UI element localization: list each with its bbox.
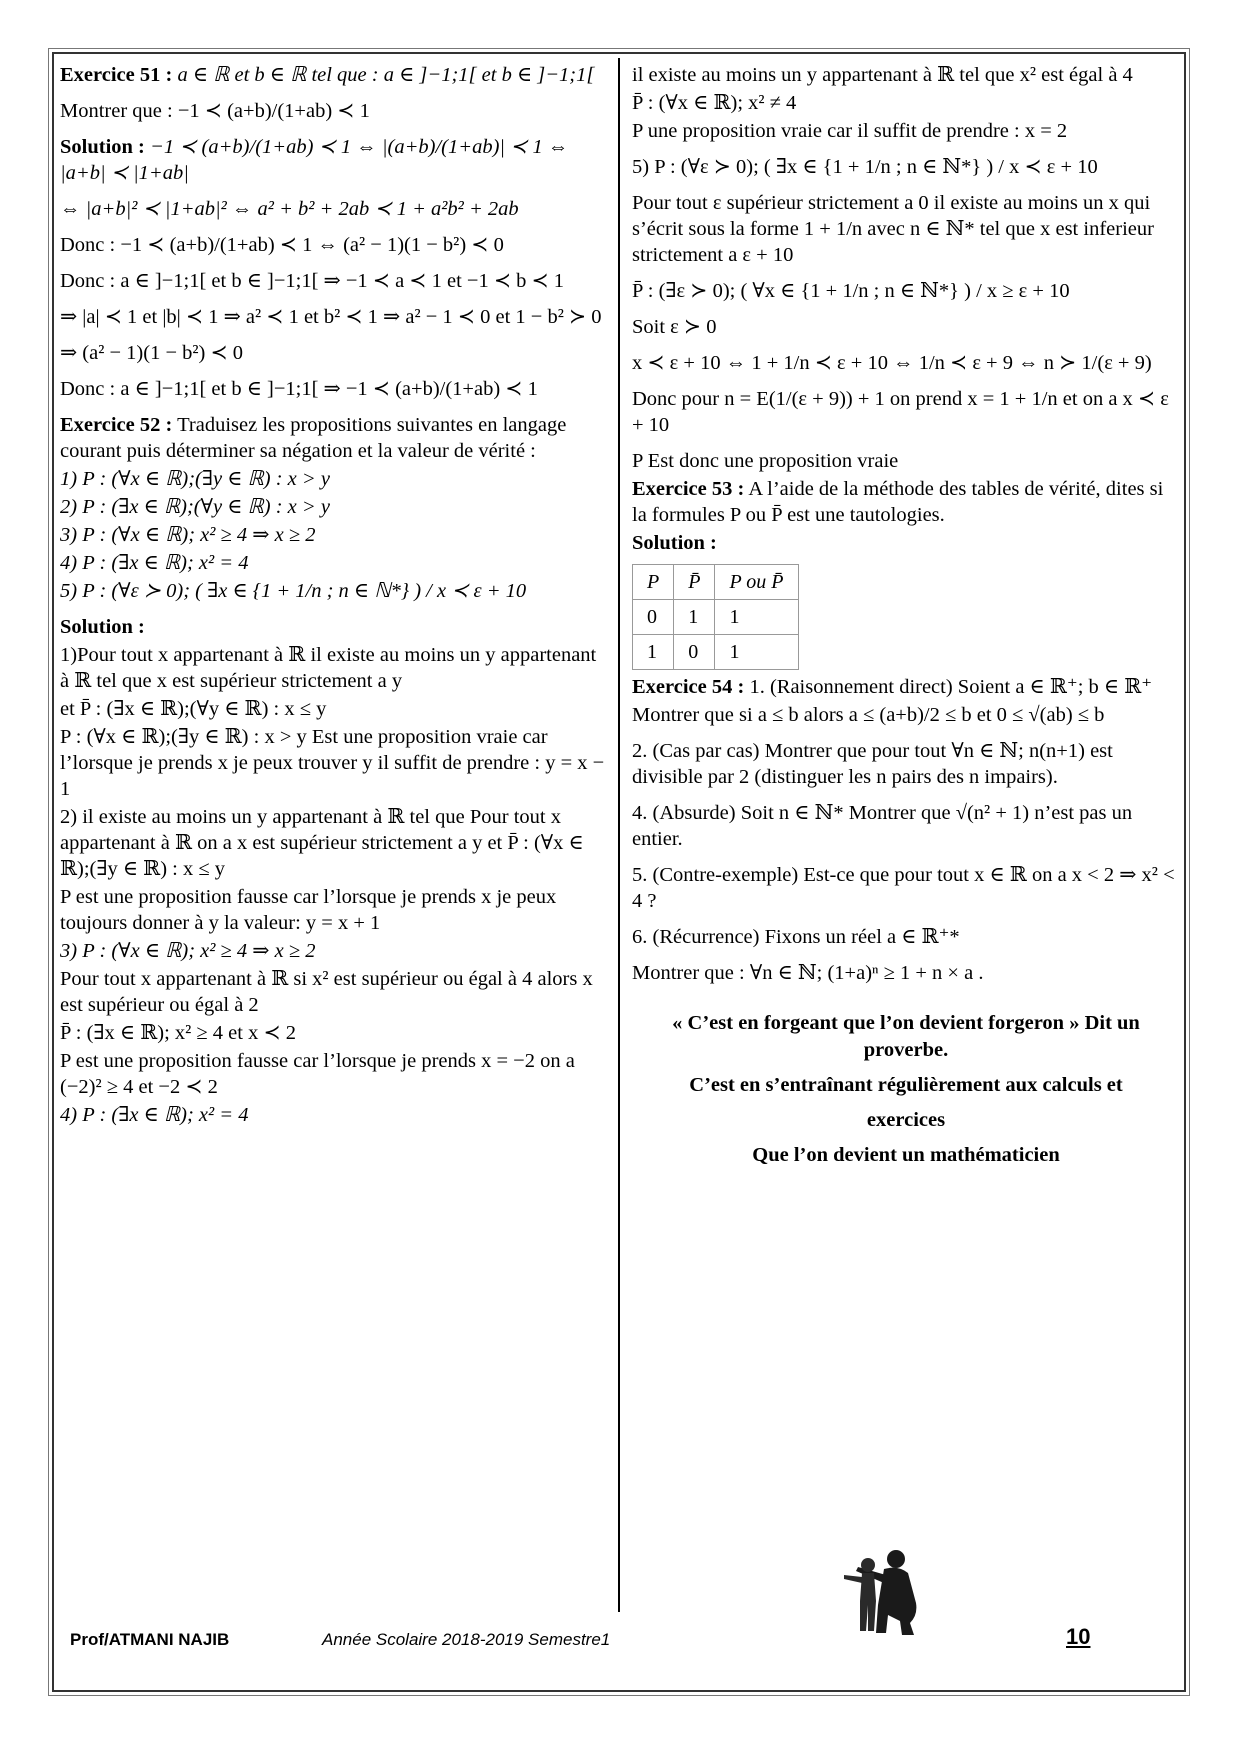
quote-line-2: C’est en s’entraînant régulièrement aux calculs et [689,1074,1123,1096]
ex52-sol-5d: Soit ε ≻ 0 [632,316,717,338]
ex51-solution-line-5: ⇒ |a| ≺ 1 et |b| ≺ 1 ⇒ a² ≺ 1 et b² ≺ 1 ⇒ a² − 1 ≺ 0 et 1 − b² ≻ 0 [60,306,602,328]
ex52-sol-1b: et P̄ : (∃x ∈ ℝ);(∀y ∈ ℝ) : x ≤ y [60,698,327,720]
proverb-quote [632,1010,1180,1169]
ex53-statement: Exercice 53 : A l’aide de la méthode des tables de vérité, dites si la formules P ou P̄ est une tautologies. [632,478,1164,526]
page-number: 10 [1066,1624,1091,1649]
truth-table-header: P ou P̄ [715,565,798,600]
ex52-sol-3a: 3) P : (∀x ∈ ℝ); x² ≥ 4 ⇒ x ≥ 2 [60,940,316,962]
ex52-prop-3: 3) P : (∀x ∈ ℝ); x² ≥ 4 ⇒ x ≥ 2 [60,524,316,546]
teacher-child-silhouette-icon [838,1545,928,1637]
ex54-item-6b: Montrer que : ∀n ∈ ℕ; (1+a)ⁿ ≥ 1 + n × a . [632,962,984,984]
truth-table-cell: 0 [633,600,674,635]
truth-table-cell: 1 [715,635,798,670]
truth-table-cell: 1 [674,600,715,635]
ex52-sol-5g: P Est donc une proposition vraie [632,450,899,472]
ex52-title: Exercice 52 : [60,414,173,436]
column-divider [618,58,620,1612]
ex52-sol-5e: x ≺ ε + 10 ⇔ 1 + 1/n ≺ ε + 10 ⇔ 1/n ≺ ε + 9 ⇔ n ≻ 1/(ε + 9) [632,352,1152,374]
ex52-sol-3d: P est une proposition fausse car l’lorsque je prends x = −2 on a (−2)² ≥ 4 et −2 ≺ 2 [60,1050,575,1098]
footer-author: Prof/ATMANI NAJIB [70,1630,230,1649]
truth-table-cell: 1 [633,635,674,670]
ex54-item-5: 5. (Contre-exemple) Est-ce que pour tout x ∈ ℝ on a x < 2 ⇒ x² < 4 ? [632,864,1175,912]
footer-school-year: Année Scolaire 2018-2019 Semestre1 [322,1630,611,1649]
ex51-solution-line-4: Donc : a ∈ ]−1;1[ et b ∈ ]−1;1[ ⇒ −1 ≺ a ≺ 1 et −1 ≺ b ≺ 1 [60,270,565,292]
ex51-solution-line-7: Donc : a ∈ ]−1;1[ et b ∈ ]−1;1[ ⇒ −1 ≺ (a+b)/(1+ab) ≺ 1 [60,378,538,400]
ex51-statement: Exercice 51 : a ∈ ℝ et b ∈ ℝ tel que : a ∈ ]−1;1[ et b ∈ ]−1;1[ [60,64,595,86]
quote-line-4: Que l’on devient un mathématicien [752,1144,1060,1166]
ex51-solution-title: Solution : [60,136,145,158]
truth-table-header-row [633,565,799,600]
ex53-solution-title: Solution : [632,532,717,554]
quote-line-3: exercices [866,1109,946,1131]
ex54-item-2: 2. (Cas par cas) Montrer que pour tout ∀n ∈ ℕ; n(n+1) est divisible par 2 (distinguer les n pairs des n impairs). [632,740,1113,788]
ex52-sol-3c: P̄ : (∃x ∈ ℝ); x² ≥ 4 et x ≺ 2 [60,1022,297,1044]
left-column [60,62,608,1130]
ex52-sol-1a: 1)Pour tout x appartenant à ℝ il existe au moins un y appartenant à ℝ tel que x est supérieur strictement a y [60,644,597,692]
ex52-sol-4a: 4) P : (∃x ∈ ℝ); x² = 4 [60,1104,249,1126]
ex52-prop-1: 1) P : (∀x ∈ ℝ);(∃y ∈ ℝ) : x > y [60,468,330,490]
ex52-solution-title: Solution : [60,616,145,638]
ex52-sol-4b: il existe au moins un y appartenant à ℝ tel que x² est égal à 4 [632,64,1133,86]
ex52-sol-4d: P une proposition vraie car il suffit de prendre : x = 2 [632,120,1068,142]
truth-table [632,564,799,670]
ex52-sol-1c: P : (∀x ∈ ℝ);(∃y ∈ ℝ) : x > y Est une proposition vraie car l’lorsque je prends x je peux trouver y il suffit de prendre : y = x − 1 [60,726,605,800]
ex52-statement: Exercice 52 : Traduisez les propositions suivantes en langage courant puis déterminer sa négation et la valeur de vérité : [60,414,567,462]
ex54-item-1: Exercice 54 : 1. (Raisonnement direct) Soient a ∈ ℝ⁺; b ∈ ℝ⁺ [632,676,1153,698]
ex51-solution-line-3: Donc : −1 ≺ (a+b)/(1+ab) ≺ 1 ⇔ (a² − 1)(1 − b²) ≺ 0 [60,234,504,256]
truth-table-header: P̄ [674,565,715,600]
ex51-solution-line-6: ⇒ (a² − 1)(1 − b²) ≺ 0 [60,342,244,364]
ex52-sol-2a: 2) il existe au moins un y appartenant à ℝ tel que Pour tout x appartenant à ℝ on a x est supérieur strictement a y et P̄ : (∀x ∈ ℝ);(∃y ∈ ℝ) : x ≤ y [60,806,584,880]
ex51-title: Exercice 51 : [60,64,173,86]
truth-table-header: P [633,565,674,600]
ex52-sol-5c: P̄ : (∃ε ≻ 0); ( ∀x ∈ {1 + 1/n ; n ∈ ℕ*} ) / x ≥ ε + 10 [632,280,1070,302]
ex52-prop-2: 2) P : (∃x ∈ ℝ);(∀y ∈ ℝ) : x > y [60,496,330,518]
ex52-sol-3b: Pour tout x appartenant à ℝ si x² est supérieur ou égal à 4 alors x est supérieur ou égal à 2 [60,968,593,1016]
ex52-prop-4: 4) P : (∃x ∈ ℝ); x² = 4 [60,552,249,574]
ex52-sol-5a: 5) P : (∀ε ≻ 0); ( ∃x ∈ {1 + 1/n ; n ∈ ℕ*} ) / x ≺ ε + 10 [632,156,1098,178]
ex54-title: Exercice 54 : [632,676,745,698]
truth-table-cell: 1 [715,600,798,635]
truth-table-row [633,635,799,670]
ex51-solution-line-1: Solution : −1 ≺ (a+b)/(1+ab) ≺ 1 ⇔ |(a+b)/(1+ab)| ≺ 1 ⇔ |a+b| ≺ |1+ab| [60,136,569,184]
ex52-sol-2b: P est une proposition fausse car l’lorsque je prends x je peux toujours donner à y la valeur: y = x + 1 [60,886,557,934]
ex51-question: Montrer que : −1 ≺ (a+b)/(1+ab) ≺ 1 [60,100,370,122]
ex52-sol-4c: P̄ : (∀x ∈ ℝ); x² ≠ 4 [632,92,797,114]
ex54-item-1b: Montrer que si a ≤ b alors a ≤ (a+b)/2 ≤ b et 0 ≤ √(ab) ≤ b [632,704,1105,726]
ex52-prop-5: 5) P : (∀ε ≻ 0); ( ∃x ∈ {1 + 1/n ; n ∈ ℕ*} ) / x ≺ ε + 10 [60,580,527,602]
ex54-item-6: 6. (Récurrence) Fixons un réel a ∈ ℝ⁺* [632,926,960,948]
ex54-item-4: 4. (Absurde) Soit n ∈ ℕ* Montrer que √(n² + 1) n’est pas un entier. [632,802,1133,850]
truth-table-row [633,600,799,635]
ex53-title: Exercice 53 : [632,478,745,500]
truth-table-cell: 0 [674,635,715,670]
ex52-sol-5b: Pour tout ε supérieur strictement a 0 il existe au moins un x qui s’écrit sous la forme 1 + 1/n avec n ∈ ℕ* tel que x est inferieur strictement a ε + 10 [632,192,1154,266]
ex51-solution-line-2: ⇔ |a+b|² ≺ |1+ab|² ⇔ a² + b² + 2ab ≺ 1 + a²b² + 2ab [60,198,519,220]
right-column [632,62,1180,1177]
quote-line-1: « C’est en forgeant que l’on devient forgeron » Dit un proverbe. [672,1012,1140,1061]
ex52-sol-5f: Donc pour n = E(1/(ε + 9)) + 1 on prend x = 1 + 1/n et on a x ≺ ε + 10 [632,388,1169,436]
